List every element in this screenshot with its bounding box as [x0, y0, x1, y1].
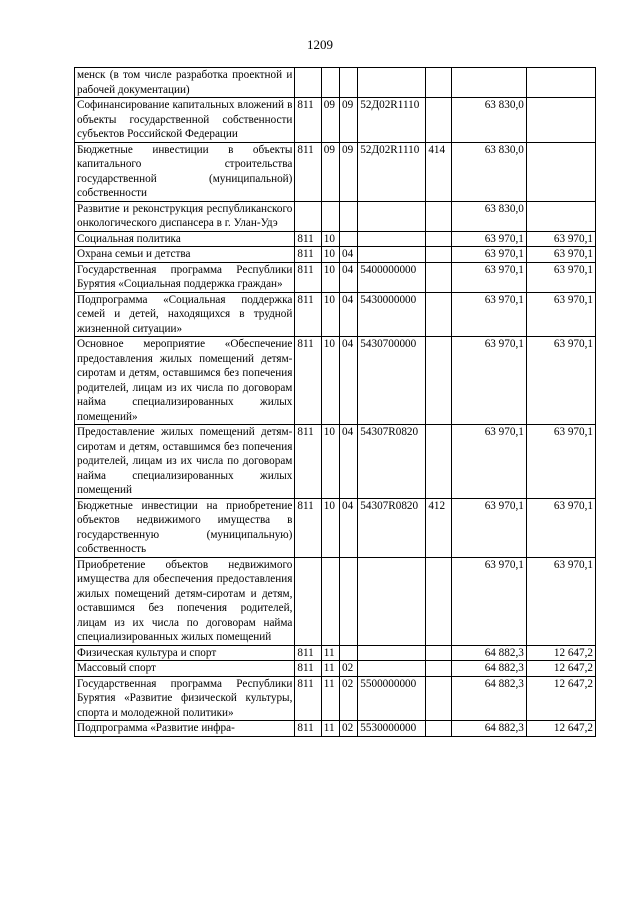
amount-2-cell: 63 970,1: [526, 337, 595, 425]
table-row: [75, 721, 596, 737]
row-name-cell: Развитие и реконструкция республиканского онкологического диспансера в г. Улан-Удэ: [75, 201, 295, 231]
expense-type-code-cell: 414: [426, 142, 451, 201]
row-name-cell: Приобретение объектов недвижимого имущества для обеспечения предоставления жилых помещений детям-сиротам и детям, оставшимся без попечения родителей, лицам из их числа по договорам найма специализированных жилых помещений: [75, 557, 295, 645]
table-row: [75, 337, 596, 425]
section-code-cell: 09: [321, 142, 339, 201]
section-code-cell: 10: [321, 498, 339, 557]
subsection-code-cell: [340, 231, 358, 247]
row-name-cell: Массовый спорт: [75, 661, 295, 677]
section-code-cell: 10: [321, 231, 339, 247]
amount-1-cell: 63 830,0: [451, 201, 526, 231]
target-article-code-cell: [358, 661, 426, 677]
amount-2-cell: 12 647,2: [526, 645, 595, 661]
row-name-cell: Софинансирование капитальных вложений в объекты государственной собственности субъектов Российской Федерации: [75, 98, 295, 143]
amount-2-cell: [526, 68, 595, 98]
expense-type-code-cell: [426, 231, 451, 247]
subsection-code-cell: [340, 645, 358, 661]
section-code-cell: 10: [321, 262, 339, 292]
expense-type-code-cell: [426, 645, 451, 661]
amount-2-cell: 63 970,1: [526, 247, 595, 263]
section-code-cell: [321, 201, 339, 231]
subsection-code-cell: [340, 201, 358, 231]
amount-2-cell: [526, 142, 595, 201]
subsection-code-cell: 04: [340, 262, 358, 292]
amount-2-cell: 12 647,2: [526, 661, 595, 677]
row-name-cell: Охрана семьи и детства: [75, 247, 295, 263]
expense-type-code-cell: 412: [426, 498, 451, 557]
amount-1-cell: 64 882,3: [451, 661, 526, 677]
grbs-code-cell: [295, 557, 321, 645]
amount-1-cell: 63 970,1: [451, 247, 526, 263]
grbs-code-cell: 811: [295, 142, 321, 201]
expense-type-code-cell: [426, 247, 451, 263]
amount-2-cell: 63 970,1: [526, 262, 595, 292]
amount-1-cell: 64 882,3: [451, 676, 526, 721]
amount-2-cell: 63 970,1: [526, 231, 595, 247]
expense-type-code-cell: [426, 661, 451, 677]
grbs-code-cell: [295, 201, 321, 231]
budget-table: [74, 67, 596, 737]
subsection-code-cell: 09: [340, 142, 358, 201]
grbs-code-cell: 811: [295, 721, 321, 737]
expense-type-code-cell: [426, 337, 451, 425]
target-article-code-cell: 54307R0820: [358, 425, 426, 499]
section-code-cell: 11: [321, 645, 339, 661]
grbs-code-cell: 811: [295, 337, 321, 425]
subsection-code-cell: [340, 68, 358, 98]
grbs-code-cell: 811: [295, 262, 321, 292]
amount-1-cell: [451, 68, 526, 98]
subsection-code-cell: 04: [340, 247, 358, 263]
section-code-cell: 11: [321, 676, 339, 721]
amount-1-cell: 63 970,1: [451, 498, 526, 557]
target-article-code-cell: [358, 557, 426, 645]
amount-2-cell: [526, 98, 595, 143]
subsection-code-cell: 04: [340, 337, 358, 425]
grbs-code-cell: 811: [295, 676, 321, 721]
row-name-cell: Бюджетные инвестиции в объекты капитального строительства государственной (муниципальной) собственности: [75, 142, 295, 201]
table-row: [75, 557, 596, 645]
amount-1-cell: 63 970,1: [451, 262, 526, 292]
amount-2-cell: 63 970,1: [526, 425, 595, 499]
row-name-cell: Физическая культура и спорт: [75, 645, 295, 661]
section-code-cell: [321, 557, 339, 645]
subsection-code-cell: 02: [340, 721, 358, 737]
expense-type-code-cell: [426, 425, 451, 499]
expense-type-code-cell: [426, 68, 451, 98]
amount-2-cell: 63 970,1: [526, 292, 595, 337]
table-row: [75, 231, 596, 247]
section-code-cell: 10: [321, 425, 339, 499]
expense-type-code-cell: [426, 98, 451, 143]
subsection-code-cell: [340, 557, 358, 645]
table-row: [75, 142, 596, 201]
amount-1-cell: 63 970,1: [451, 557, 526, 645]
row-name-cell: Социальная политика: [75, 231, 295, 247]
subsection-code-cell: 02: [340, 676, 358, 721]
target-article-code-cell: 54307R0820: [358, 498, 426, 557]
target-article-code-cell: [358, 247, 426, 263]
amount-1-cell: 64 882,3: [451, 721, 526, 737]
amount-1-cell: 63 970,1: [451, 231, 526, 247]
target-article-code-cell: [358, 231, 426, 247]
amount-1-cell: 63 970,1: [451, 292, 526, 337]
section-code-cell: 10: [321, 337, 339, 425]
grbs-code-cell: 811: [295, 498, 321, 557]
expense-type-code-cell: [426, 292, 451, 337]
table-row: [75, 201, 596, 231]
target-article-code-cell: [358, 201, 426, 231]
table-row: [75, 498, 596, 557]
row-name-cell: Бюджетные инвестиции на приобретение объектов недвижимого имущества в государственную (муниципальную) собственность: [75, 498, 295, 557]
target-article-code-cell: 5500000000: [358, 676, 426, 721]
grbs-code-cell: 811: [295, 98, 321, 143]
table-row: [75, 262, 596, 292]
table-row: [75, 68, 596, 98]
amount-1-cell: 63 830,0: [451, 98, 526, 143]
section-code-cell: 11: [321, 661, 339, 677]
row-name-cell: Подпрограмма «Развитие инфра-: [75, 721, 295, 737]
subsection-code-cell: 09: [340, 98, 358, 143]
target-article-code-cell: 5430700000: [358, 337, 426, 425]
expense-type-code-cell: [426, 721, 451, 737]
expense-type-code-cell: [426, 262, 451, 292]
table-row: [75, 645, 596, 661]
table-row: [75, 292, 596, 337]
grbs-code-cell: 811: [295, 645, 321, 661]
expense-type-code-cell: [426, 676, 451, 721]
row-name-cell: Государственная программа Республики Бурятия «Развитие физической культуры, спорта и молодежной политики»: [75, 676, 295, 721]
target-article-code-cell: 5530000000: [358, 721, 426, 737]
section-code-cell: [321, 68, 339, 98]
amount-1-cell: 63 830,0: [451, 142, 526, 201]
grbs-code-cell: 811: [295, 247, 321, 263]
section-code-cell: 09: [321, 98, 339, 143]
row-name-cell: Государственная программа Республики Бурятия «Социальная поддержка граждан»: [75, 262, 295, 292]
target-article-code-cell: [358, 645, 426, 661]
table-row: [75, 676, 596, 721]
target-article-code-cell: 5400000000: [358, 262, 426, 292]
amount-1-cell: 64 882,3: [451, 645, 526, 661]
target-article-code-cell: 52Д02R1110: [358, 142, 426, 201]
subsection-code-cell: 04: [340, 425, 358, 499]
target-article-code-cell: 5430000000: [358, 292, 426, 337]
row-name-cell: менск (в том числе разработка проектной и рабочей документации): [75, 68, 295, 98]
row-name-cell: Подпрограмма «Социальная поддержка семей и детей, находящихся в трудной жизненной ситуации»: [75, 292, 295, 337]
subsection-code-cell: 02: [340, 661, 358, 677]
amount-2-cell: 12 647,2: [526, 676, 595, 721]
grbs-code-cell: 811: [295, 231, 321, 247]
amount-1-cell: 63 970,1: [451, 337, 526, 425]
section-code-cell: 10: [321, 247, 339, 263]
page-number: 1209: [307, 37, 333, 52]
subsection-code-cell: 04: [340, 498, 358, 557]
target-article-code-cell: [358, 68, 426, 98]
table-row: [75, 247, 596, 263]
amount-2-cell: 63 970,1: [526, 498, 595, 557]
grbs-code-cell: 811: [295, 292, 321, 337]
row-name-cell: Предоставление жилых помещений детям-сиротам и детям, оставшимся без попечения родителей, лицам из их числа по договорам найма специализированных жилых помещений: [75, 425, 295, 499]
expense-type-code-cell: [426, 557, 451, 645]
grbs-code-cell: [295, 68, 321, 98]
subsection-code-cell: 04: [340, 292, 358, 337]
amount-2-cell: [526, 201, 595, 231]
grbs-code-cell: 811: [295, 661, 321, 677]
table-row: [75, 425, 596, 499]
table-row: [75, 661, 596, 677]
grbs-code-cell: 811: [295, 425, 321, 499]
expense-type-code-cell: [426, 201, 451, 231]
table-row: [75, 98, 596, 143]
section-code-cell: 11: [321, 721, 339, 737]
amount-2-cell: 12 647,2: [526, 721, 595, 737]
amount-2-cell: 63 970,1: [526, 557, 595, 645]
amount-1-cell: 63 970,1: [451, 425, 526, 499]
row-name-cell: Основное мероприятие «Обеспечение предоставления жилых помещений детям-сиротам и детям, оставшимся без попечения родителей, лицам из их числа по договорам найма специализированных жилых помещений»: [75, 337, 295, 425]
target-article-code-cell: 52Д02R1110: [358, 98, 426, 143]
section-code-cell: 10: [321, 292, 339, 337]
